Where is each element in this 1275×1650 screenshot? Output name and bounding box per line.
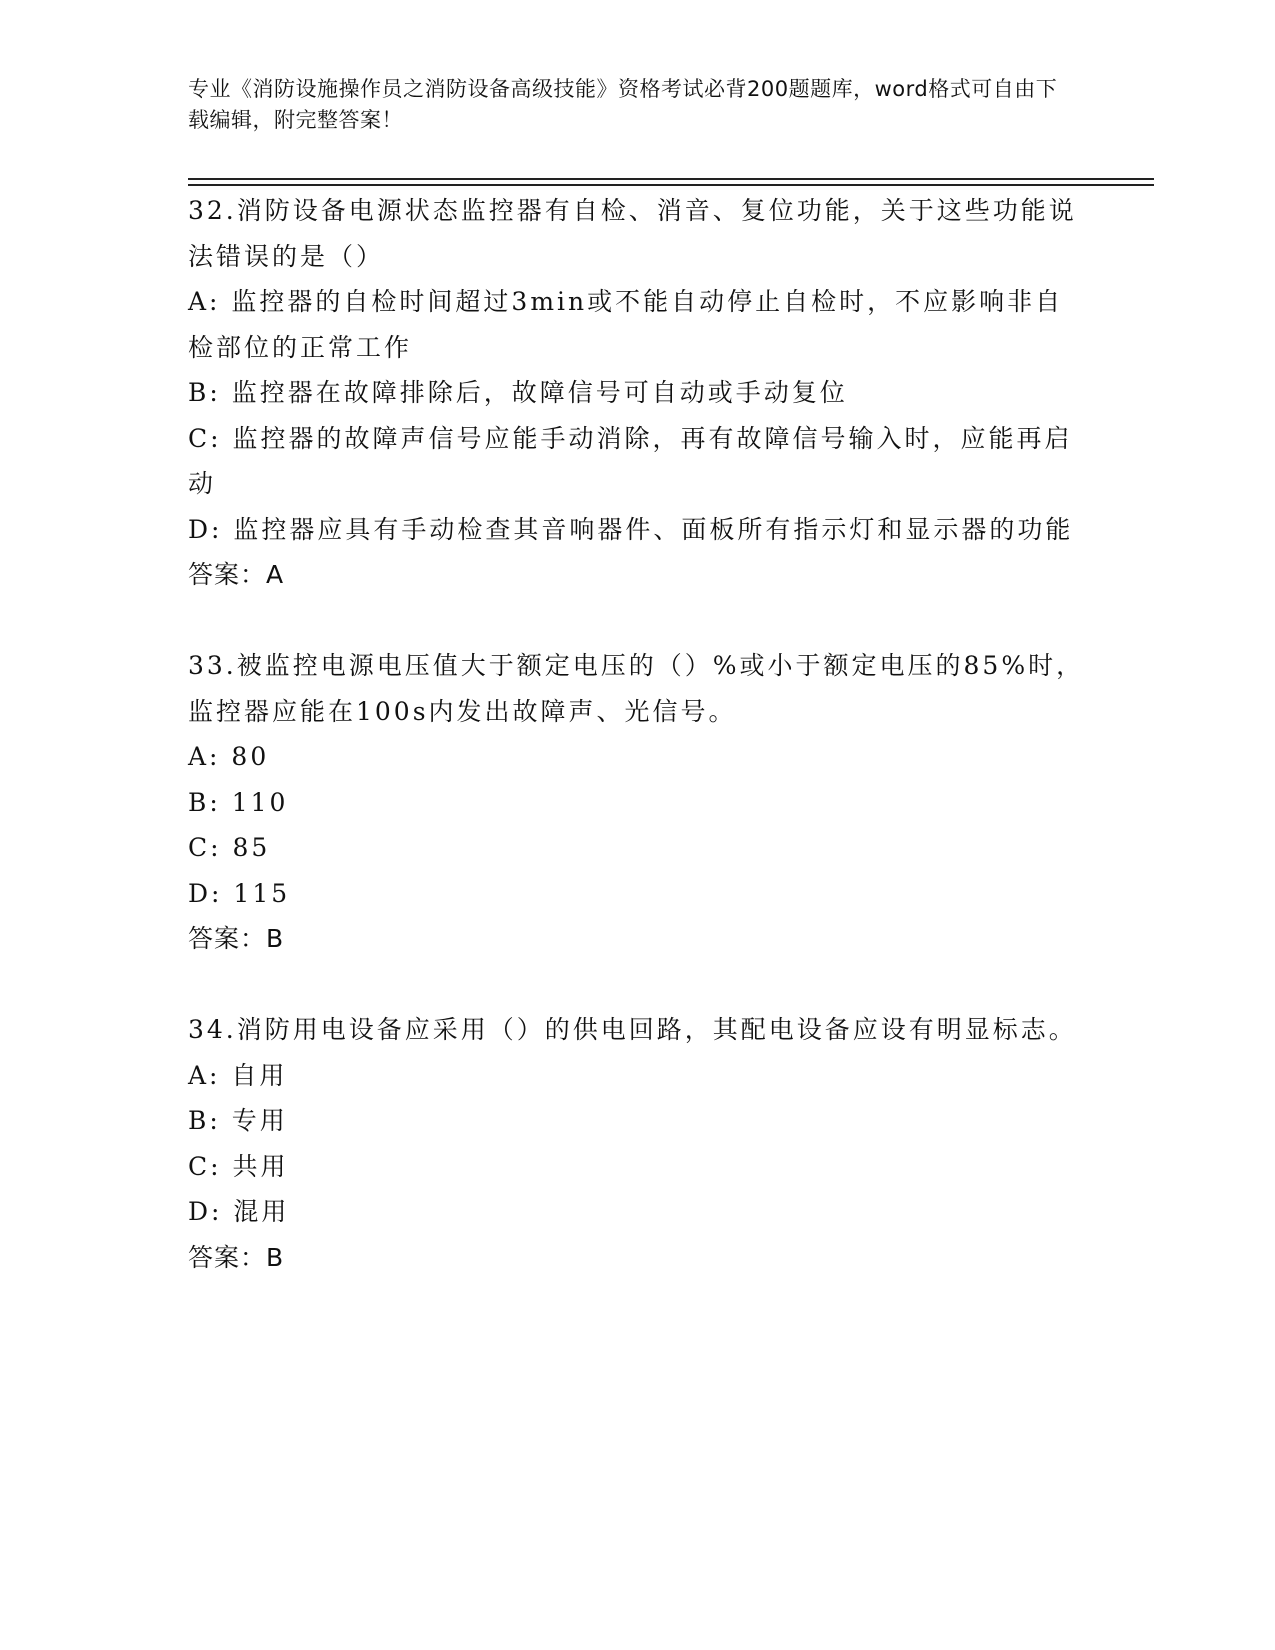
option-b: B: 专用 [188,1106,288,1135]
option-a: A: 自用 [188,1060,288,1090]
option-b: B: 110 [188,787,289,817]
option-d: D: 115 [188,878,291,908]
question-stem: 34.消防用电设备应采用（）的供电回路，其配电设备应设有明显标志。 [188,1015,1077,1044]
option-a: A: 80 [188,742,270,771]
question-stem: 32.消防设备电源状态监控器有自检、消音、复位功能，关于这些功能说法错误的是（） [188,196,1077,271]
question-33 [188,643,1088,962]
question-34 [188,1007,1088,1280]
question-32 [188,188,1088,598]
answer-label: 答案：B [188,924,285,953]
document-intro: 专业《消防设施操作员之消防设备高级技能》资格考试必背200题题库，word格式可自由下载编辑，附完整答案！ [188,77,1058,132]
answer-label: 答案：B [188,1242,285,1272]
option-a: A: 监控器的自检时间超过3min或不能自动停止自检时，不应影响非自检部位的正常工作 [188,287,1064,362]
header-divider-top [188,178,1154,180]
question-list [188,188,1088,1280]
question-spacer [188,962,1088,1008]
question-spacer [188,598,1088,644]
answer-label: 答案：A [188,560,285,589]
option-d: D: 监控器应具有手动检查其音响器件、面板所有指示灯和显示器的功能 [188,514,1074,544]
question-stem: 33.被监控电源电压值大于额定电压的（）%或小于额定电压的85%时，监控器应能在100s内发出故障声、光信号。 [188,651,1085,726]
option-c: C: 85 [188,833,271,862]
option-d: D: 混用 [188,1197,290,1226]
option-c: C: 监控器的故障声信号应能手动消除，再有故障信号输入时，应能再启动 [188,423,1073,498]
header-divider-bottom [188,184,1154,186]
option-b: B: 监控器在故障排除后，故障信号可自动或手动复位 [188,378,848,407]
option-c: C: 共用 [188,1151,289,1181]
